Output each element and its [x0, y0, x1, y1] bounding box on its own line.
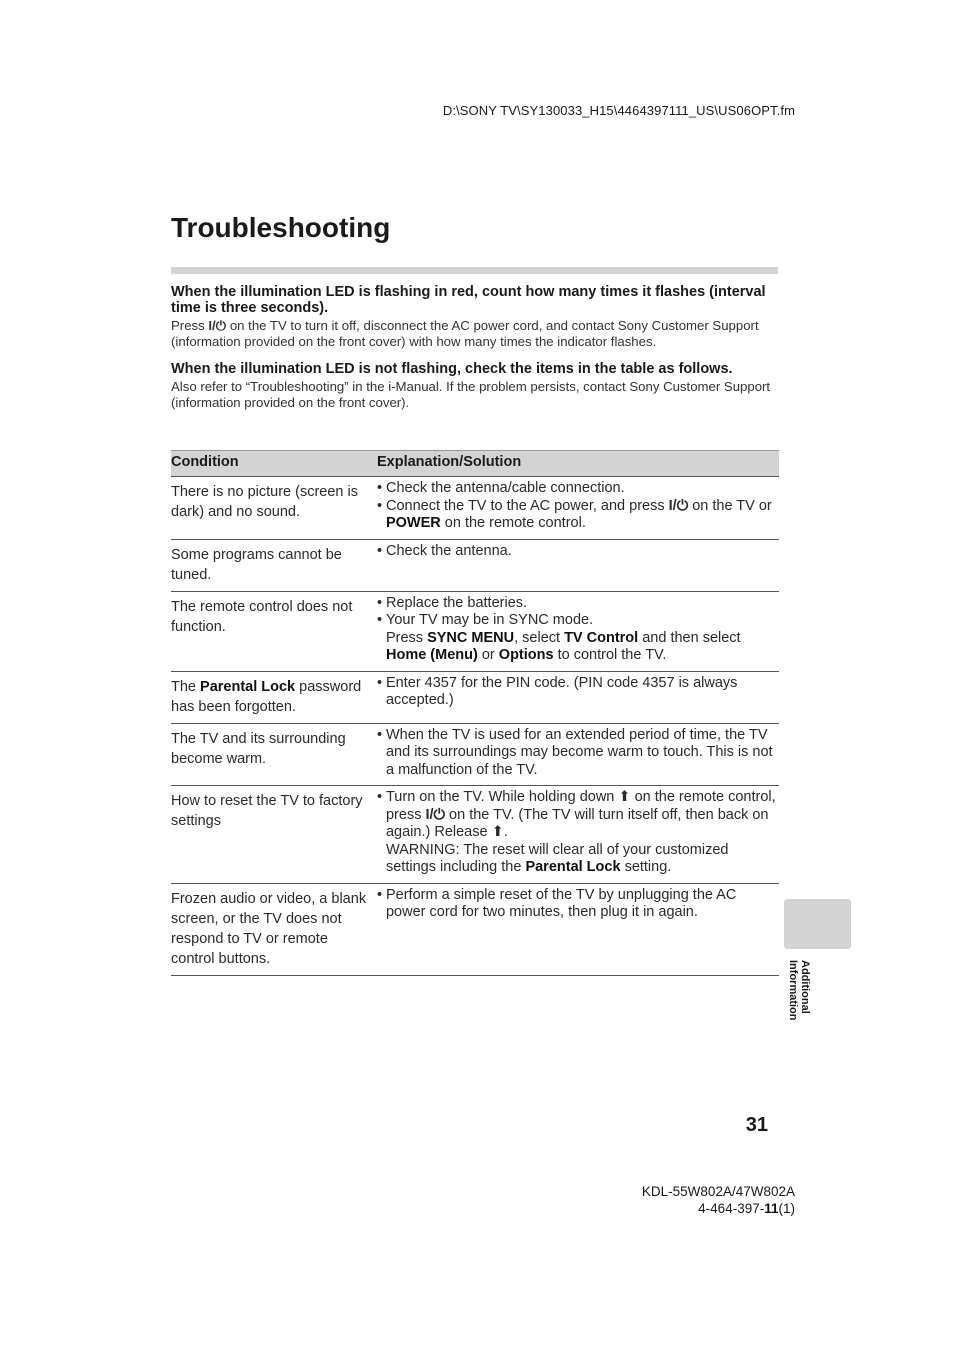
- column-header-solution: Explanation/Solution: [372, 451, 779, 477]
- condition-cell: How to reset the TV to factory settings: [171, 786, 372, 884]
- solution-cell: [372, 591, 779, 671]
- column-header-condition: Condition: [171, 451, 372, 477]
- section-led-flashing: [171, 284, 781, 350]
- table-row: [171, 883, 779, 975]
- section-heading: When the illumination LED is not flashing, check the items in the table as follows.: [171, 361, 733, 377]
- list-item: • Perform a simple reset of the TV by unplugging the AC power cord for two minutes, then plug it in again.: [376, 886, 737, 920]
- condition-cell: Frozen audio or video, a blank screen, or the TV does not respond to TV or remote control buttons.: [171, 883, 372, 975]
- up-arrow-icon: ⬆: [491, 824, 504, 840]
- section-led-not-flashing: [171, 361, 781, 411]
- condition-cell: Some programs cannot be tuned.: [171, 539, 372, 591]
- section-body: Also refer to “Troubleshooting” in the i-Manual. If the problem persists, contact Sony Customer Support (information provided on the front cover).: [171, 379, 771, 410]
- table-row: [171, 723, 779, 786]
- power-icon: I/⏻: [668, 497, 689, 514]
- solution-cell: [372, 539, 779, 591]
- list-item: • Connect the TV to the AC power, and press I/⏻ on the TV or POWER on the remote control.: [376, 497, 772, 531]
- list-item: • Enter 4357 for the PIN code. (PIN code 4357 is always accepted.): [376, 674, 738, 708]
- warning-text: WARNING: The reset will clear all of your customized settings including the Parental Lock setting.: [385, 841, 729, 875]
- list-item: • Check the antenna/cable connection.: [376, 480, 625, 496]
- solution-cell: [372, 883, 779, 975]
- model-number: KDL-55W802A/47W802A: [641, 1184, 795, 1199]
- solution-cell: [372, 671, 779, 723]
- list-item: • Turn on the TV. While holding down ⬆ on the remote control, press I/⏻ on the TV. (The TV will turn itself off, then back on again.) Release ⬆.: [376, 789, 776, 840]
- solution-cell: [372, 477, 779, 540]
- table-row: [171, 786, 779, 884]
- power-icon: I/⏻: [425, 806, 446, 823]
- table-row: [171, 671, 779, 723]
- up-arrow-icon: ⬆: [618, 789, 631, 805]
- list-item: • When the TV is used for an extended period of time, the TV and its surroundings may become warm to touch. This is not a malfunction of the TV.: [376, 726, 773, 778]
- file-path: D:\SONY TV\SY130033_H15\4464397111_US\US06OPT.fm: [442, 103, 795, 118]
- title-rule: [171, 267, 778, 274]
- troubleshooting-table: [171, 450, 779, 976]
- section-tab-label: Additional Information: [787, 960, 811, 1021]
- table-row: [171, 477, 779, 540]
- footer: [642, 1183, 795, 1217]
- condition-cell: There is no picture (screen is dark) and no sound.: [171, 477, 372, 540]
- power-icon: I/⏻: [208, 318, 227, 333]
- solution-cell: [372, 723, 779, 786]
- list-item: • Replace the batteries.: [376, 594, 528, 611]
- page-number: 31: [745, 1114, 768, 1136]
- table-row: [171, 591, 779, 671]
- page-title: Troubleshooting: [171, 212, 391, 243]
- solution-continuation: Press SYNC MENU, select TV Control and then select Home (Menu) or Options to control the TV.: [385, 629, 741, 663]
- solution-cell: [372, 786, 779, 884]
- table-header-row: [171, 451, 779, 477]
- condition-cell: The Parental Lock password has been forgotten.: [171, 671, 372, 723]
- part-number: 4-464-397-11(1): [698, 1201, 795, 1216]
- list-item: • Check the antenna.: [376, 542, 512, 559]
- section-heading: When the illumination LED is flashing in red, count how many times it flashes (interval time is three seconds).: [171, 284, 766, 316]
- section-body: Press I/⏻ on the TV to turn it off, disconnect the AC power cord, and contact Sony Customer Support (information provided on the front cover) with how many times the indicator flashes.: [171, 318, 759, 349]
- table-row: [171, 539, 779, 591]
- condition-cell: The TV and its surrounding become warm.: [171, 723, 372, 786]
- condition-cell: The remote control does not function.: [171, 591, 372, 671]
- list-item: • Your TV may be in SYNC mode.: [376, 612, 594, 628]
- section-tab: [784, 899, 851, 949]
